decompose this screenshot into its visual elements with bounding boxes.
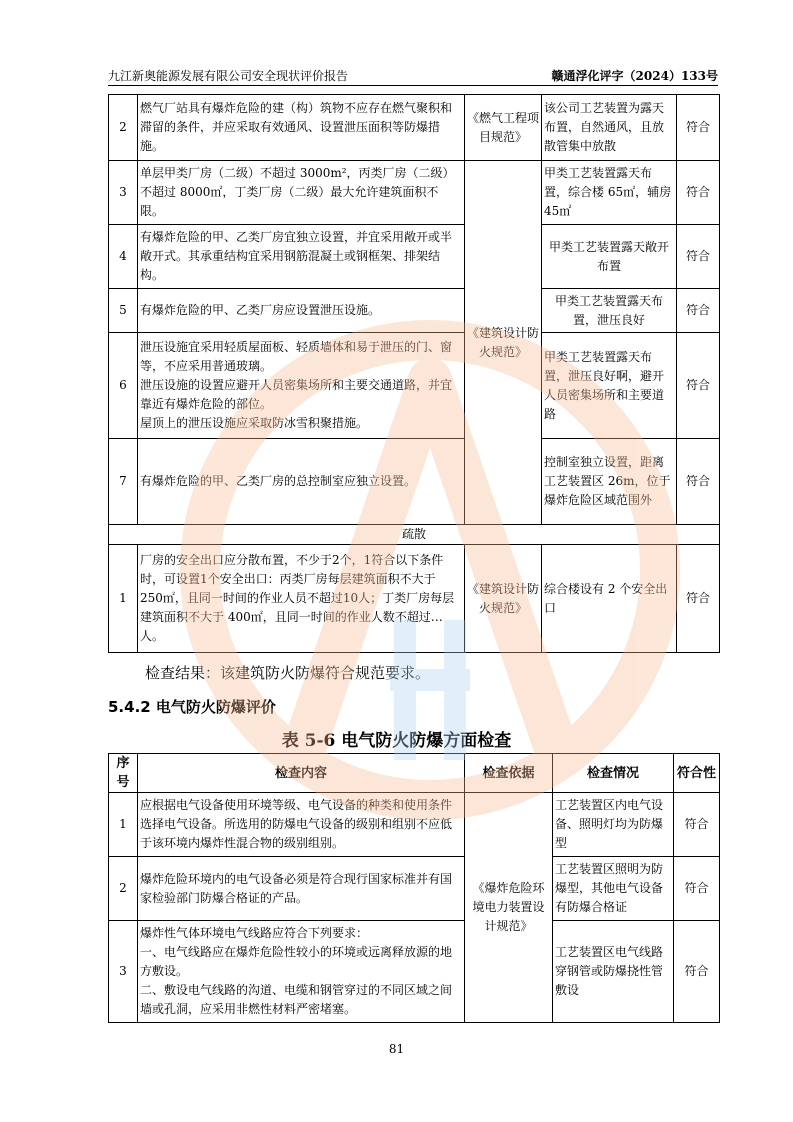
row-content: 厂房的安全出口应分散布置，不少于2个，1符合以下条件时，可设置1个安全出口：丙类厂房每层建筑面积不大于 250㎡，且同一时间的作业人员不超过10人；丁类厂房每层建筑面积不大于 400㎡，且同一时间的作业人数不超过…人。: [138, 545, 465, 653]
row-result: 符合: [677, 289, 720, 333]
row-status: 综合楼设有 2 个安全出口: [542, 545, 677, 653]
table-row: [109, 439, 720, 525]
row-result: 符合: [677, 333, 720, 439]
table-row: [109, 161, 720, 225]
row-status: 工艺装置区内电气设备、照明灯均为防爆型: [553, 793, 674, 857]
row-content: 有爆炸危险的甲、乙类厂房应设置泄压设施。: [138, 289, 465, 333]
fire-explosion-check-table: [108, 94, 720, 653]
table-caption: 表 5-6 电气防火防爆方面检查: [281, 731, 512, 751]
header-report-no: 赣通浮化评字（2024）133号: [551, 69, 718, 83]
row-result: 符合: [677, 225, 720, 289]
row-no: 2: [109, 857, 138, 921]
content-line: 屋顶上的泄压设施应采取防冰雪积聚措施。: [140, 416, 369, 430]
row-no: 1: [109, 545, 138, 653]
row-no: 2: [109, 95, 138, 161]
row-content: 有爆炸危险的甲、乙类厂房宜独立设置，并宜采用敞开或半敞开式。其承重结构宜采用钢筋混凝土或钢框架、排架结构。: [138, 225, 465, 289]
content-line: 二、敷设电气线路的沟道、电缆和钢管穿过的不同区域之间墙或孔洞，应采用非燃性材料严密堵塞。: [140, 983, 453, 1016]
row-basis: 《燃气工程项目规范》: [465, 95, 542, 161]
row-no: 3: [109, 921, 138, 1023]
row-content: 有爆炸危险的甲、乙类厂房的总控制室应独立设置。: [138, 439, 465, 525]
row-status: 工艺装置区照明为防爆型，其他电气设备有防爆合格证: [553, 857, 674, 921]
section-title: 5.4.2 电气防火防爆评价: [108, 698, 276, 716]
row-basis-fire-code: 《建筑设计防火规范》: [465, 161, 542, 525]
table-row: [109, 793, 720, 857]
row-basis-electrical-code: 《爆炸危险环境电力装置设计规范》: [465, 793, 553, 1023]
row-no: 7: [109, 439, 138, 525]
header-basis: 检查依据: [465, 754, 553, 793]
table-row: [109, 921, 720, 1023]
row-no: 4: [109, 225, 138, 289]
page-number: 81: [388, 1042, 405, 1056]
table-row: [109, 225, 720, 289]
row-no: 3: [109, 161, 138, 225]
row-content: 应根据电气设备使用环境等级、电气设备的种类和使用条件选择电气设备。所选用的防爆电气设备的级别和组别不应低于该环境内爆炸性混合物的级别组别。: [138, 793, 465, 857]
row-result: 符合: [677, 439, 720, 525]
header-company: 九江新奥能源发展有限公司安全现状评价报告: [108, 69, 349, 83]
row-result: 符合: [677, 95, 720, 161]
header-status: 检查情况: [553, 754, 674, 793]
row-status: 该公司工艺装置为露天布置，自然通风，且放散管集中放散: [542, 95, 677, 161]
electrical-check-table: [108, 753, 720, 1023]
row-status: 甲类工艺装置露天布置，综合楼 65㎡，辅房 45㎡: [542, 161, 677, 225]
table-row: [109, 95, 720, 161]
row-content: [138, 921, 465, 1023]
row-content: [138, 333, 465, 439]
row-status: 甲类工艺装置露天布置，泄压良好啊，避开人员密集场所和主要道路: [542, 333, 677, 439]
content-line: 爆炸性气体环境电气线路应符合下列要求：: [140, 926, 369, 940]
row-content: 单层甲类厂房（二级）不超过 3000m²，丙类厂房（二级）不超过 8000㎡，丁类厂房（二级）最大允许建筑面积不限。: [138, 161, 465, 225]
header-no: 序号: [109, 754, 138, 793]
content-line: 泄压设施宜采用轻质屋面板、轻质墙体和易于泄压的门、窗等，不应采用普通玻璃。: [140, 340, 453, 373]
row-no: 6: [109, 333, 138, 439]
row-status: 控制室独立设置，距离工艺装置区 26m，位于爆炸危险区域范围外: [542, 439, 677, 525]
content-line: 泄压设施的设置应避开人员密集场所和主要交通道路，并宜靠近有爆炸危险的部位。: [140, 378, 453, 411]
header-rule: [108, 85, 718, 86]
header-result: 符合性: [674, 754, 720, 793]
check-result-text: 检查结果：该建筑防火防爆符合规范要求。: [145, 664, 431, 682]
content-line: 一、电气线路应在爆炸危险性较小的环境或远离释放源的地方敷设。: [140, 945, 453, 978]
row-status: 甲类工艺装置露天敞开布置: [542, 225, 677, 289]
header-content: 检查内容: [138, 754, 465, 793]
row-content: 燃气厂站具有爆炸危险的建（构）筑物不应存在燃气聚积和滞留的条件，并应采取有效通风、设置泄压面积等防爆措施。: [138, 95, 465, 161]
table-row: [109, 857, 720, 921]
row-result: 符合: [677, 161, 720, 225]
row-result: 符合: [674, 793, 720, 857]
table-header-row: [109, 754, 720, 793]
row-result: 符合: [677, 545, 720, 653]
subheading-evacuation: 疏散: [109, 525, 720, 545]
row-basis: 《建筑设计防火规范》: [465, 545, 542, 653]
row-content: 爆炸危险环境内的电气设备必须是符合现行国家标准并有国家检验部门防爆合格证的产品。: [138, 857, 465, 921]
table-row: [109, 545, 720, 653]
row-result: 符合: [674, 857, 720, 921]
row-result: 符合: [674, 921, 720, 1023]
table-subheading-row: [109, 525, 720, 545]
table-row: [109, 333, 720, 439]
row-status: 工艺装置区电气线路穿钢管或防爆挠性管敷设: [553, 921, 674, 1023]
row-no: 1: [109, 793, 138, 857]
table-row: [109, 289, 720, 333]
page-header: [108, 64, 718, 84]
row-status: 甲类工艺装置露天布置，泄压良好: [542, 289, 677, 333]
row-no: 5: [109, 289, 138, 333]
